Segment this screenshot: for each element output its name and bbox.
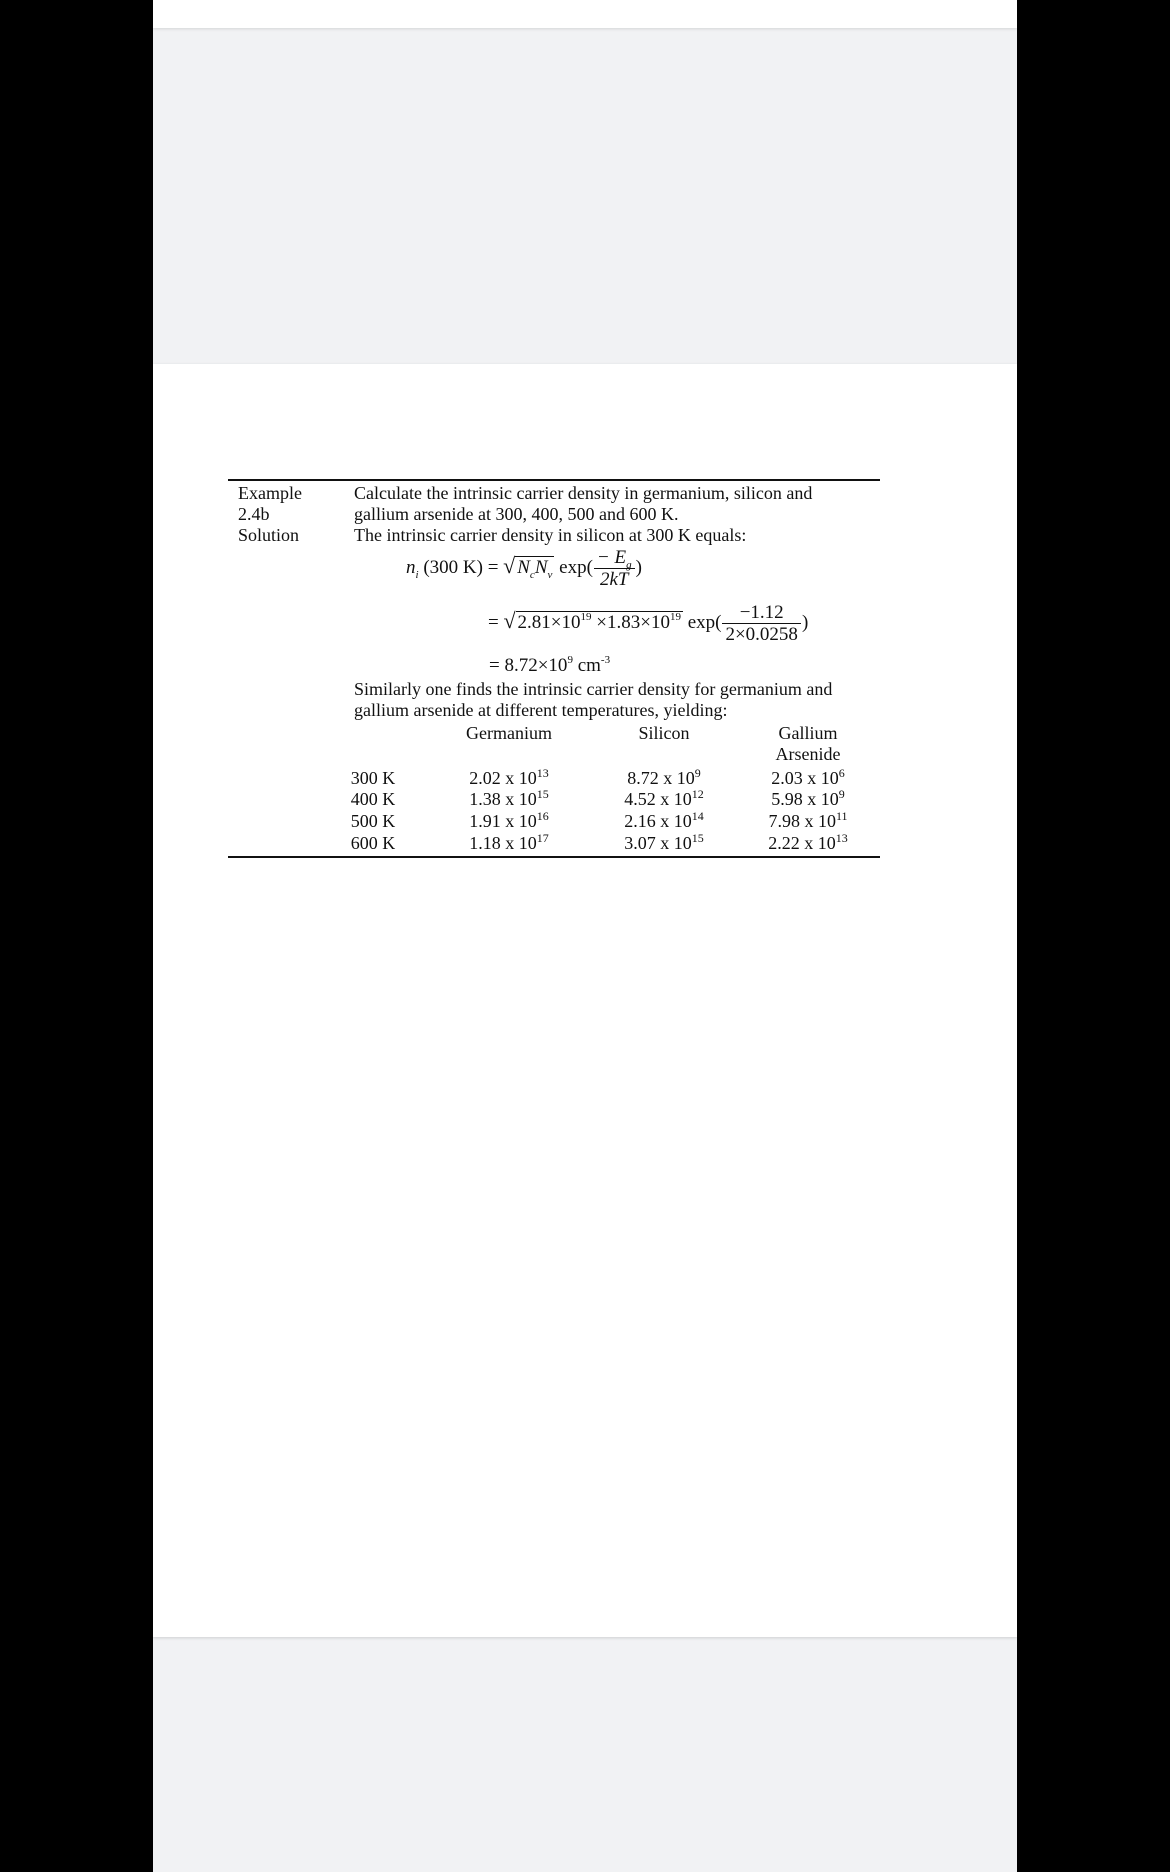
conclusion-line-1: Similarly one finds the intrinsic carrier density for germanium and xyxy=(354,679,833,699)
row-2-ge-val: 1.38 x 10 xyxy=(469,789,537,809)
row-3-si-val: 2.16 x 10 xyxy=(624,811,692,831)
col-header-gallium-arsenide xyxy=(738,723,878,765)
col-header-germanium xyxy=(439,723,579,744)
eq-nc-sub: c xyxy=(529,568,535,581)
eq3-unit: cm xyxy=(572,655,601,676)
col-header-germanium-text: Germanium xyxy=(466,723,552,743)
equation-line-2 xyxy=(488,602,808,645)
row-4-ge xyxy=(439,833,579,854)
results-table xyxy=(228,723,880,853)
row-2-ge xyxy=(439,789,579,810)
row-3-si xyxy=(594,811,734,832)
side-label-solution: Solution xyxy=(238,525,300,545)
row-1-temp: 300 K xyxy=(350,768,396,788)
row-2-si-exp: 12 xyxy=(691,787,704,801)
row-4-si-val: 3.07 x 10 xyxy=(624,833,692,853)
row-1-si-val: 8.72 x 10 xyxy=(627,768,695,788)
frac1-den: 2kT xyxy=(600,569,629,590)
eq2-sqrt-a: 2.81×10 xyxy=(517,611,581,633)
problem-line-2: gallium arsenide at 300, 400, 500 and 600 K. xyxy=(354,504,679,524)
sqrt-body-1 xyxy=(515,556,554,579)
sqrt-body-2 xyxy=(516,611,683,634)
eq-nc: N xyxy=(517,556,530,578)
col-header-gaas-line1: Gallium xyxy=(778,723,838,743)
row-4-temp: 600 K xyxy=(350,833,396,853)
row-1-ge-exp: 13 xyxy=(536,766,549,780)
eq2-sqrt-a-exp: 19 xyxy=(580,610,592,623)
eq-nv: N xyxy=(534,556,548,578)
row-3-gaas-exp: 11 xyxy=(835,809,848,823)
row-4-gaas-val: 2.22 x 10 xyxy=(768,833,836,853)
problem-line-1: Calculate the intrinsic carrier density in germanium, silicon and xyxy=(354,483,813,503)
side-label-example: Example xyxy=(238,483,302,503)
row-1-si-exp: 9 xyxy=(694,766,701,780)
conclusion-line-2: gallium arsenide at different temperatures, yielding: xyxy=(354,700,728,720)
row-2-si xyxy=(594,789,734,810)
eq-close-2: ) xyxy=(801,611,809,633)
row-3-temp: 500 K xyxy=(350,811,396,831)
side-labels xyxy=(238,483,338,546)
example-body xyxy=(354,483,880,546)
row-1-gaas-val: 2.03 x 10 xyxy=(771,768,839,788)
col-header-silicon-text: Silicon xyxy=(638,723,690,743)
frac1-num: − E xyxy=(596,547,627,568)
row-4-ge-exp: 17 xyxy=(536,831,549,845)
row-4-ge-val: 1.18 x 10 xyxy=(469,833,537,853)
eq-lhs-arg: (300 K) = xyxy=(423,556,499,578)
bottom-rule xyxy=(228,856,880,858)
eq2-sqrt-b-exp: 19 xyxy=(669,610,681,623)
eq-lhs-var: n xyxy=(406,556,416,578)
eq-close-1: ) xyxy=(635,556,642,578)
row-1-ge xyxy=(439,768,579,789)
sqrt-sign-2: √ xyxy=(503,607,516,633)
eq3-unit-exp: -3 xyxy=(600,654,611,666)
eq-exp-label-1: exp( xyxy=(559,556,593,578)
row-3-ge-exp: 16 xyxy=(536,809,549,823)
row-2-gaas xyxy=(738,789,878,810)
solution-intro: The intrinsic carrier density in silicon at 300 K equals: xyxy=(354,525,747,545)
row-3-si-exp: 14 xyxy=(691,809,704,823)
sqrt-sign-1: √ xyxy=(503,552,516,578)
document-page xyxy=(153,364,1017,1637)
row-3-gaas-val: 7.98 x 10 xyxy=(768,811,836,831)
equation-line-3 xyxy=(489,655,610,676)
row-2-temp: 400 K xyxy=(350,789,396,809)
eq-lhs-sub: i xyxy=(415,568,419,581)
col-header-gaas-line2: Arsenide xyxy=(775,744,841,764)
equation-line-1 xyxy=(406,547,642,590)
row-2-gaas-val: 5.98 x 10 xyxy=(771,789,839,809)
col-header-silicon xyxy=(594,723,734,744)
eq-nv-sub: v xyxy=(547,568,553,581)
row-3-gaas xyxy=(738,811,878,832)
eq3-exp: 9 xyxy=(567,654,573,666)
row-1-gaas-exp: 6 xyxy=(838,766,845,780)
row-4-si-exp: 15 xyxy=(691,831,704,845)
row-3-ge-val: 1.91 x 10 xyxy=(469,811,537,831)
row-4-gaas xyxy=(738,833,878,854)
row-1-gaas xyxy=(738,768,878,789)
row-2-si-val: 4.52 x 10 xyxy=(624,789,692,809)
fraction-1 xyxy=(594,547,635,590)
document-viewer[interactable] xyxy=(153,0,1017,1872)
eq3-value: = 8.72×10 xyxy=(489,655,568,676)
frac2-den: 2×0.0258 xyxy=(722,623,800,645)
conclusion xyxy=(354,679,880,721)
side-label-number: 2.4b xyxy=(238,504,270,524)
row-2-ge-exp: 15 xyxy=(536,787,549,801)
row-1-ge-val: 2.02 x 10 xyxy=(469,768,537,788)
eq2-sqrt-b: ×1.83×10 xyxy=(591,611,670,633)
frac2-num: −1.12 xyxy=(739,602,784,623)
row-4-gaas-exp: 13 xyxy=(835,831,848,845)
row-2-gaas-exp: 9 xyxy=(838,787,845,801)
frac1-num-sub: g xyxy=(626,559,632,571)
eq-exp-label-2: exp( xyxy=(687,611,722,633)
row-1-si xyxy=(594,768,734,789)
row-3-ge xyxy=(439,811,579,832)
fraction-2 xyxy=(722,602,800,645)
eq2-equals: = xyxy=(488,611,499,633)
row-4-si xyxy=(594,833,734,854)
top-rule xyxy=(228,479,880,481)
previous-page-edge xyxy=(153,0,1017,28)
